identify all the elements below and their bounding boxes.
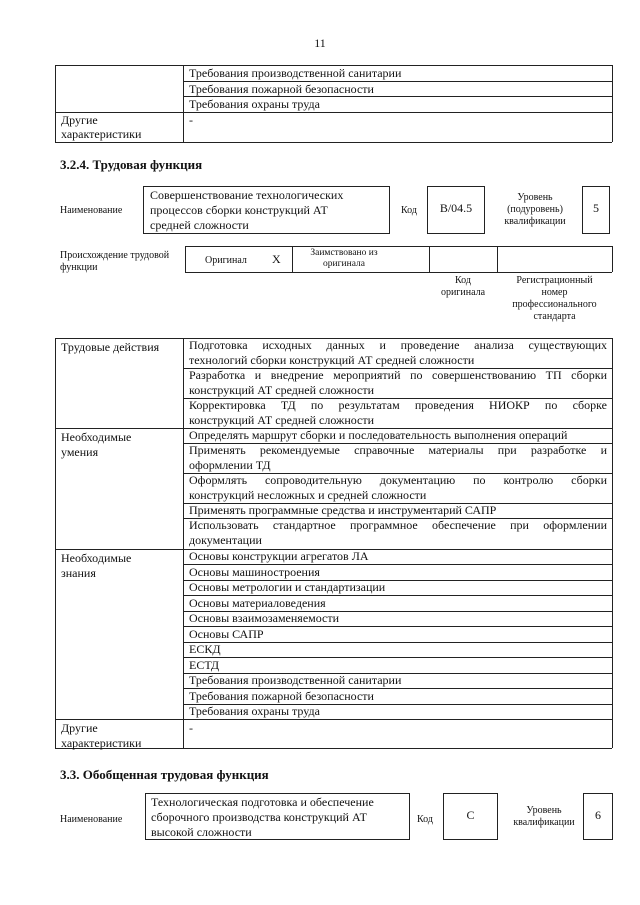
function-name-line: процессов сборки конструкций АТ — [150, 203, 328, 217]
level-value: 6 — [595, 808, 601, 822]
code-box — [443, 793, 498, 840]
borrowed-label-line: Заимствовано из — [310, 248, 378, 258]
gen-function-name-line: сборочного производства конструкций АТ — [151, 810, 367, 824]
origin-label-line: Происхождение трудовой — [60, 250, 170, 261]
code-label: Код — [417, 814, 433, 825]
actions-label: Трудовые действия — [61, 340, 160, 354]
gen-function-name-line: высокой сложности — [151, 825, 252, 839]
knowledge-item: Основы САПР — [189, 627, 264, 641]
top-table-item: Требования охраны труда — [189, 97, 320, 111]
knowledge-item: Требования пожарной безопасности — [189, 689, 374, 703]
knowledge-item: Основы взаимозаменяемости — [189, 611, 340, 625]
code-label: Код — [401, 205, 417, 216]
skill-item: Применять рекомендуемые справочные материалы при разработке и — [189, 443, 607, 457]
skill-item: документации — [189, 533, 262, 547]
function-name-box — [143, 186, 390, 234]
level-label-line: квалификации — [504, 216, 566, 227]
level-box — [582, 186, 610, 234]
function-name-line: Совершенствование технологических — [150, 188, 344, 202]
reg-number-caption — [497, 275, 612, 323]
other-value: - — [189, 721, 193, 735]
level-label — [495, 192, 575, 228]
code-value: B/04.5 — [439, 201, 473, 215]
function-name-line: средней сложности — [150, 218, 249, 232]
gen-function-name-line: Технологическая подготовка и обеспечение — [151, 795, 374, 809]
knowledge-item: Основы материаловедения — [189, 596, 326, 610]
skill-item: конструкций несложных и средней сложности — [189, 488, 427, 502]
knowledge-label: Необходимые — [61, 551, 132, 565]
action-item: конструкций АТ средней сложности — [189, 383, 375, 397]
knowledge-item: Требования производственной санитарии — [189, 673, 402, 687]
action-item: Корректировка ТД по результатам проведения НИОКР по сборке — [189, 398, 607, 412]
skills-label: умения — [61, 445, 99, 459]
borrowed-label-line: оригинала — [323, 259, 365, 269]
knowledge-item: ЕСКД — [189, 642, 221, 656]
caption-line: оригинала — [440, 287, 486, 298]
origin-label — [60, 250, 169, 274]
knowledge-item: Основы машиностроения — [189, 565, 320, 579]
code-original-caption — [429, 275, 497, 299]
skill-item: Применять программные средства и инструментарий САПР — [189, 503, 497, 517]
caption-line: профессионального — [512, 299, 597, 310]
caption-line: Код — [455, 275, 471, 286]
top-table-other-label: Другие — [61, 113, 98, 127]
knowledge-item: Основы метрологии и стандартизации — [189, 580, 386, 594]
caption-line: стандарта — [533, 311, 576, 322]
level-value: 5 — [593, 201, 599, 215]
action-item: конструкций АТ средней сложности — [189, 413, 375, 427]
other-label: характеристики — [61, 736, 142, 750]
top-table-other-label: характеристики — [61, 127, 142, 141]
borrowed-label — [296, 248, 392, 270]
level-box — [583, 793, 613, 840]
level-label-line: квалификации — [513, 817, 575, 828]
level-label-line: Уровень — [526, 805, 562, 816]
caption-line: Регистрационный — [516, 275, 593, 286]
gen-function-name-box — [145, 793, 410, 840]
top-table-item: Требования пожарной безопасности — [189, 82, 374, 96]
skills-label: Необходимые — [61, 430, 132, 444]
action-item: Подготовка исходных данных и проведение анализа существующих — [189, 338, 607, 352]
skill-item: Оформлять сопроводительную документацию по контролю сборки — [189, 473, 607, 487]
skill-item: оформлении ТД — [189, 458, 271, 472]
skill-item: Определять маршрут сборки и последовательность выполнения операций — [189, 428, 568, 442]
section-heading: 3.2.4. Трудовая функция — [60, 157, 203, 172]
level-label-line: (подуровень) — [507, 204, 563, 215]
knowledge-item: ЕСТД — [189, 658, 220, 672]
name-label: Наименование — [60, 814, 123, 825]
action-item: технологий сборки конструкций АТ средней сложности — [189, 353, 475, 367]
level-label — [505, 805, 583, 829]
knowledge-item: Основы конструкции агрегатов ЛА — [189, 549, 369, 563]
knowledge-label: знания — [61, 566, 96, 580]
origin-label-line: функции — [60, 262, 98, 273]
page-number: 11 — [314, 36, 326, 50]
section-heading: 3.3. Обобщенная трудовая функция — [60, 767, 269, 782]
top-table-item: Требования производственной санитарии — [189, 66, 402, 80]
caption-line: номер — [541, 287, 568, 298]
original-label: Оригинал — [205, 255, 247, 266]
action-item: Разработка и внедрение мероприятий по совершенствованию ТП сборки — [189, 368, 607, 382]
skill-item: Использовать стандартное программное обеспечение при оформлении — [189, 518, 607, 532]
code-box — [427, 186, 485, 234]
name-label: Наименование — [60, 205, 123, 216]
level-label-line: Уровень — [517, 192, 553, 203]
code-value: C — [466, 808, 475, 822]
other-label: Другие — [61, 721, 98, 735]
original-mark: X — [272, 252, 281, 266]
knowledge-item: Требования охраны труда — [189, 704, 320, 718]
top-table-other-value: - — [189, 113, 193, 127]
